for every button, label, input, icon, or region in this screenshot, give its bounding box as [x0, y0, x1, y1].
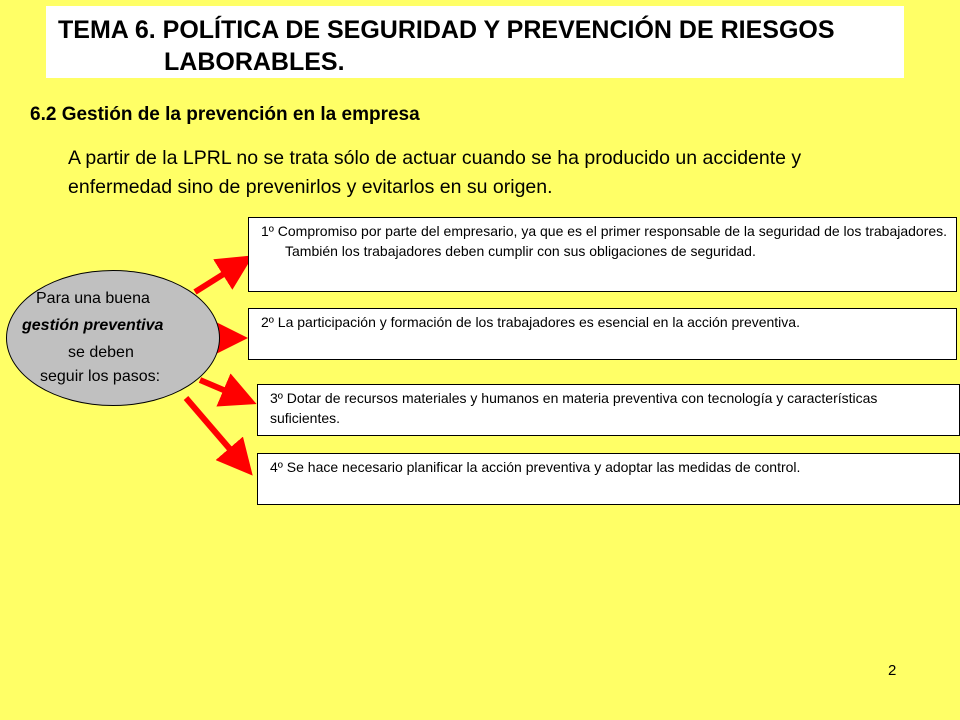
- ellipse-line-2: gestión preventiva: [22, 317, 164, 334]
- step-1-box: [248, 217, 957, 292]
- ellipse-line-4: seguir los pasos:: [40, 368, 161, 385]
- step-3-text: 3º Dotar de recursos materiales y humanos en materia preventiva con tecnología y características suficientes.: [270, 390, 878, 426]
- section-subtitle: 6.2 Gestión de la prevención en la empresa: [30, 104, 420, 125]
- step-4-text: 4º Se hace necesario planificar la acción preventiva y adoptar las medidas de control.: [270, 459, 801, 475]
- step-3-box: [257, 384, 960, 436]
- page-number: 2: [888, 662, 897, 679]
- ellipse-line-1: Para una buena: [36, 290, 150, 307]
- arrow-step-1: [195, 265, 238, 292]
- step-1-text: 1º Compromiso por parte del empresario, ya que es el primer responsable de la seguridad de los trabajadores. También los trabajadores deben cumplir con sus obligaciones de seguridad.: [261, 223, 948, 259]
- intro-paragraph: A partir de la LPRL no se trata sólo de actuar cuando se ha producido un accidente y enfermedad sino de prevenirlos y evitarlos en su origen.: [68, 147, 802, 198]
- title-line-1: TEMA 6. POLÍTICA DE SEGURIDAD Y PREVENCIÓN DE RIESGOS: [58, 16, 835, 44]
- arrow-step-4: [186, 398, 241, 462]
- arrow-step-3: [200, 380, 240, 397]
- step-2-box: [248, 308, 957, 360]
- step-2-text: 2º La participación y formación de los trabajadores es esencial en la acción preventiva.: [261, 314, 800, 330]
- step-4-box: [257, 453, 960, 505]
- ellipse-line-3: se deben: [68, 344, 134, 361]
- title-line-2: LABORABLES.: [164, 48, 345, 76]
